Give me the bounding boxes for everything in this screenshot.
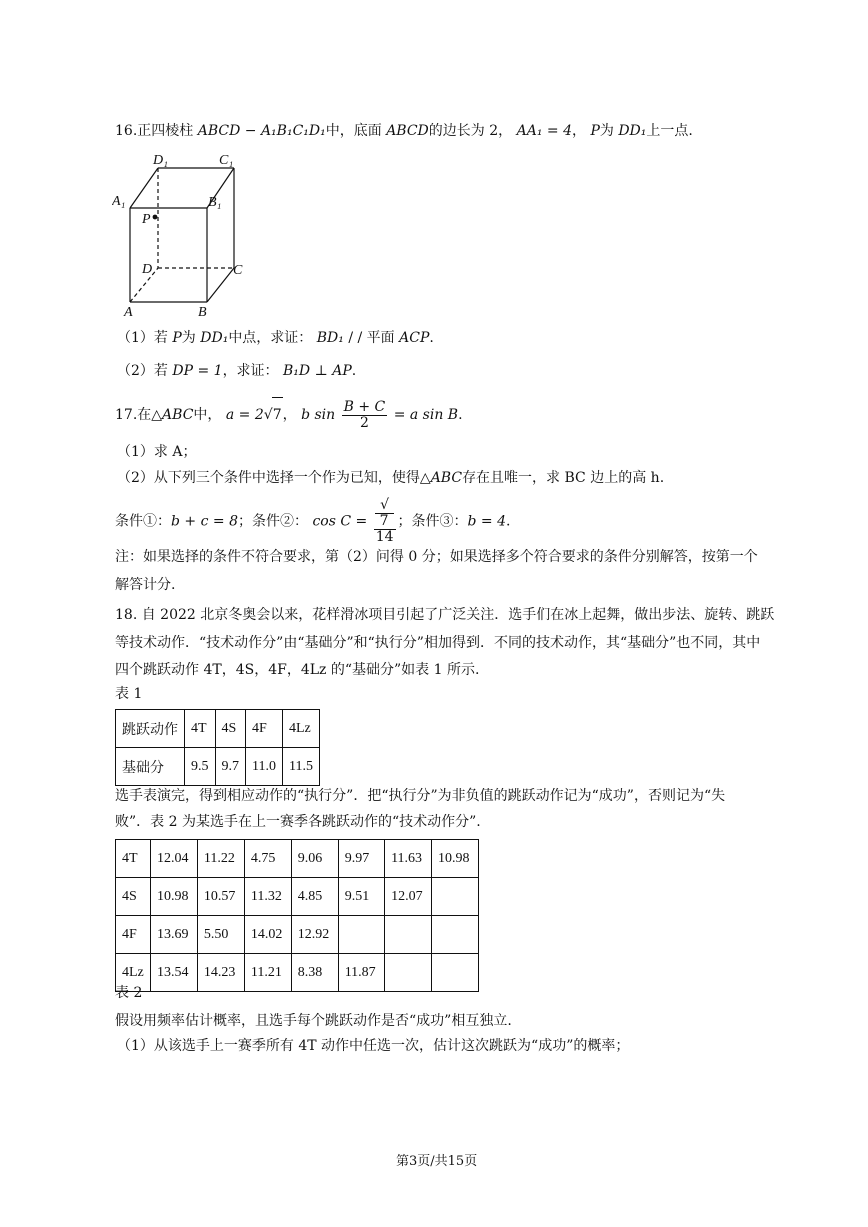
table-cell: 12.92 bbox=[291, 916, 338, 954]
table-cell: 9.06 bbox=[291, 840, 338, 878]
q18-line3: 四个跳跃动作 4T，4S，4F，4Lz 的“基础分”如表 1 所示. bbox=[115, 662, 480, 678]
label-c: C bbox=[233, 263, 243, 278]
q18-line2: 等技术动作．“技术动作分”由“基础分”和“执行分”相加得到．不同的技术动作，其“基础分”也不同，其中 bbox=[115, 635, 761, 651]
label-p: P bbox=[142, 212, 151, 227]
prism-figure bbox=[112, 148, 262, 320]
q16-part2: （2）若 DP = 1，求证： B₁D ⊥ AP. bbox=[117, 363, 357, 379]
q18-mid-line1: 选手表演完，得到相应动作的“执行分”．把“执行分”为非负值的跳跃动作记为“成功”，否则记为“失 bbox=[115, 788, 726, 804]
label-c1: C₁ bbox=[219, 153, 234, 168]
point-p bbox=[153, 215, 158, 220]
table-row bbox=[116, 878, 479, 916]
label-d1: D₁ bbox=[153, 153, 168, 168]
label-b: B bbox=[198, 305, 207, 320]
label-b1: B₁ bbox=[208, 195, 222, 210]
table1-caption: 表 1 bbox=[115, 686, 143, 702]
q18-part1: （1）从该选手上一赛季所有 4T 动作中任选一次，估计这次跳跃为“成功”的概率； bbox=[117, 1038, 630, 1054]
table-cell: 基础分 bbox=[116, 748, 185, 786]
table-cell: 4T bbox=[116, 840, 151, 878]
table-row bbox=[116, 748, 320, 786]
table-cell: 4S bbox=[215, 710, 246, 748]
q16-stem: 16.正四棱柱 ABCD − A₁B₁C₁D₁中，底面 ABCD的边长为 2， AA₁ = 4， P为 DD₁上一点. bbox=[115, 123, 693, 139]
table-cell: 4F bbox=[246, 710, 283, 748]
table-cell bbox=[385, 916, 432, 954]
table-cell bbox=[432, 916, 479, 954]
table-cell: 10.98 bbox=[432, 840, 479, 878]
q18-assumption: 假设用频率估计概率，且选手每个跳跃动作是否“成功”相互独立. bbox=[115, 1013, 512, 1029]
q18-mid-line2: 败”．表 2 为某选手在上一赛季各跳跃动作的“技术动作分”. bbox=[115, 814, 481, 830]
table-cell bbox=[338, 916, 384, 954]
table-cell: 14.02 bbox=[244, 916, 291, 954]
table-row bbox=[116, 916, 479, 954]
table-cell: 11.32 bbox=[244, 878, 291, 916]
table-cell: 10.98 bbox=[151, 878, 198, 916]
table-cell: 9.5 bbox=[185, 748, 216, 786]
q16-part1: （1）若 P为 DD₁中点，求证： BD₁ / / 平面 ACP. bbox=[117, 330, 434, 346]
table-cell: 11.22 bbox=[197, 840, 244, 878]
q17-stem: 17.在△ABC中， a = 2√7， b sin $\frac{B + C}{2}$ = a sin B. bbox=[115, 398, 463, 431]
label-a: A bbox=[124, 305, 133, 320]
table-cell: 9.97 bbox=[338, 840, 384, 878]
table2 bbox=[115, 839, 479, 992]
table-cell: 4Lz bbox=[116, 954, 151, 992]
table-cell: 10.57 bbox=[197, 878, 244, 916]
table-cell: 11.21 bbox=[244, 954, 291, 992]
table-cell: 4S bbox=[116, 878, 151, 916]
table-cell: 4Lz bbox=[282, 710, 319, 748]
table-cell: 4.75 bbox=[244, 840, 291, 878]
table-cell bbox=[385, 954, 432, 992]
q18-line1: 18. 自 2022 北京冬奥会以来，花样滑冰项目引起了广泛关注．选手们在冰上起舞，做出步法、旋转、跳跃 bbox=[115, 607, 775, 623]
table-cell bbox=[432, 878, 479, 916]
page-footer: 第3页/共15页 bbox=[396, 1154, 478, 1169]
q17-note-line1: 注：如果选择的条件不符合要求，第（2）问得 0 分；如果选择多个符合要求的条件分别解答，按第一个 bbox=[115, 549, 758, 565]
table-row bbox=[116, 710, 320, 748]
q17-part1: （1）求 A； bbox=[117, 444, 197, 460]
table2-caption: 表 2 bbox=[115, 985, 143, 1001]
table-cell: 8.38 bbox=[291, 954, 338, 992]
q17-part2: （2）从下列三个条件中选择一个作为已知，使得△ABC存在且唯一，求 BC 边上的高 h. bbox=[117, 470, 665, 486]
table-cell: 9.51 bbox=[338, 878, 384, 916]
table-cell: 14.23 bbox=[197, 954, 244, 992]
table-cell bbox=[432, 954, 479, 992]
table-cell: 11.0 bbox=[246, 748, 283, 786]
table-cell: 11.63 bbox=[385, 840, 432, 878]
table-cell: 4F bbox=[116, 916, 151, 954]
table-cell: 9.7 bbox=[215, 748, 246, 786]
table-cell: 11.5 bbox=[282, 748, 319, 786]
table1 bbox=[115, 709, 320, 786]
table-cell: 12.04 bbox=[151, 840, 198, 878]
table-row bbox=[116, 840, 479, 878]
table-cell: 5.50 bbox=[197, 916, 244, 954]
label-d: D bbox=[142, 262, 153, 277]
table-cell: 跳跃动作 bbox=[116, 710, 185, 748]
table-cell: 13.69 bbox=[151, 916, 198, 954]
table-cell: 11.87 bbox=[338, 954, 384, 992]
table-cell: 4.85 bbox=[291, 878, 338, 916]
table-cell: 4T bbox=[185, 710, 216, 748]
table-cell: 12.07 bbox=[385, 878, 432, 916]
q17-note-line2: 解答计分. bbox=[115, 577, 176, 593]
table-row bbox=[116, 954, 479, 992]
label-a1: A₁ bbox=[112, 194, 126, 209]
table-cell: 13.54 bbox=[151, 954, 198, 992]
q17-conditions: 条件①：b + c = 8；条件②： cos C = √ 7 14 ；条件③：b = 4. bbox=[115, 497, 511, 545]
